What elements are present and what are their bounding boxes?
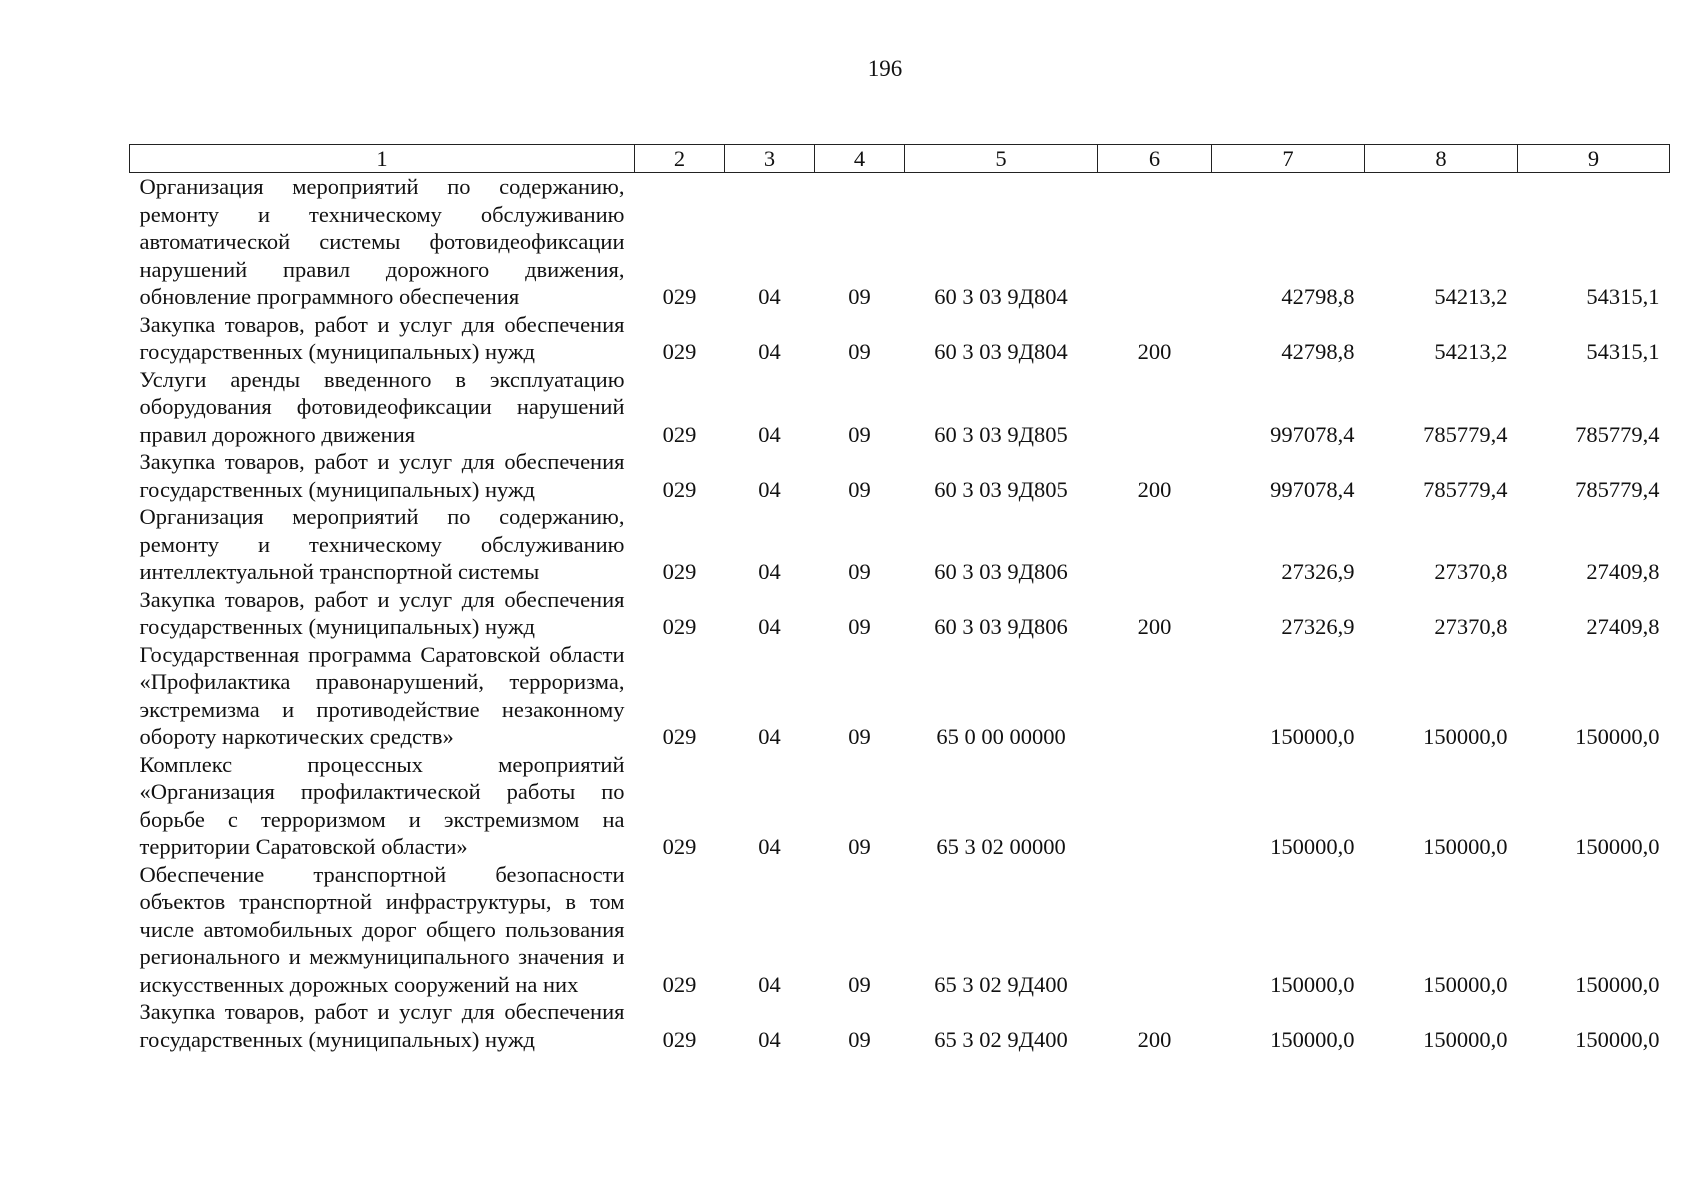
row-section: 04 [758,1026,781,1052]
row-expense-type [1098,503,1212,586]
row-section: 04 [758,421,781,447]
row-subsection: 09 [848,614,871,639]
row-expense-type: 200 [1137,614,1172,639]
row-target-article: 60 3 03 9Д805 [934,421,1068,447]
page-number: 196 [867,56,903,81]
row-ministry-code: 029 [662,559,697,584]
row-description: Закупка товаров, работ и услуг для обеспечения государственных (муниципальных) нужд [139,999,625,1052]
row-expense-type: 200 [1137,1026,1172,1052]
row-expense-type [1098,751,1212,861]
row-description: Закупка товаров, работ и услуг для обеспечения государственных (муниципальных) нужд [139,449,625,502]
row-subsection: 09 [848,559,871,584]
row-expense-type [1098,173,1212,311]
row-section: 04 [758,476,781,502]
row-section: 04 [758,834,781,859]
row-description: Комплекс процессных мероприятий «Организация профилактической работы по борьбе с терроризмом и экстремизмом на территории Саратовской области» [139,751,625,859]
row-section: 04 [758,284,781,309]
table-row [130,503,1670,586]
row-amount-col7: 150000,0 [1270,1026,1355,1052]
table-row [130,366,1670,449]
row-expense-type: 200 [1137,476,1172,502]
row-amount-col7: 27326,9 [1281,614,1355,639]
column-header-5: 5 [905,145,1098,173]
row-target-article: 65 3 02 9Д400 [934,971,1068,997]
row-subsection: 09 [848,339,871,364]
row-description: Обеспечение транспортной безопасности объектов транспортной инфраструктуры, в том числе автомобильных дорог общего пользования регионального и межмуниципального значения и искусственных дорожных сооружений на них [139,861,625,997]
row-amount-col7: 997078,4 [1270,476,1355,502]
row-target-article: 60 3 03 9Д804 [934,284,1068,309]
row-section: 04 [758,339,781,364]
row-target-article: 60 3 03 9Д806 [934,614,1068,639]
column-header-8: 8 [1365,145,1518,173]
column-header-6: 6 [1098,145,1212,173]
row-subsection: 09 [848,1026,871,1052]
row-expense-type [1098,641,1212,751]
row-amount-col8: 785779,4 [1423,476,1508,502]
row-ministry-code: 029 [662,971,697,997]
row-ministry-code: 029 [662,1026,697,1052]
row-section: 04 [758,971,781,997]
row-target-article: 60 3 03 9Д804 [934,339,1068,364]
row-amount-col7: 27326,9 [1281,559,1355,584]
row-ministry-code: 029 [662,724,697,749]
row-amount-col8: 54213,2 [1434,284,1508,309]
table-row [130,311,1670,366]
row-subsection: 09 [848,834,871,859]
row-amount-col9: 27409,8 [1586,614,1660,639]
row-amount-col7: 150000,0 [1270,724,1355,749]
table-row [130,998,1670,1053]
column-header-3: 3 [725,145,815,173]
row-amount-col8: 54213,2 [1434,339,1508,364]
row-ministry-code: 029 [662,476,697,502]
row-ministry-code: 029 [662,284,697,309]
row-target-article: 60 3 03 9Д806 [934,559,1068,584]
row-amount-col9: 150000,0 [1575,1026,1660,1052]
table-body [130,173,1670,1054]
table-row [130,586,1670,641]
row-amount-col8: 150000,0 [1423,724,1508,749]
column-header-2: 2 [635,145,725,173]
row-expense-type [1098,366,1212,449]
table-row [130,641,1670,751]
table-row [130,861,1670,999]
row-amount-col8: 785779,4 [1423,421,1508,447]
column-header-7: 7 [1212,145,1365,173]
row-section: 04 [758,614,781,639]
row-amount-col8: 27370,8 [1434,559,1508,584]
row-description: Услуги аренды введенного в эксплуатацию оборудования фотовидеофиксации нарушений правил дорожного движения [139,366,625,447]
row-description: Государственная программа Саратовской области «Профилактика правонарушений, терроризма, экстремизма и противодействие незаконному обороту наркотических средств» [139,641,625,749]
row-description: Организация мероприятий по содержанию, ремонту и техническому обслуживанию автоматической системы фотовидеофиксации нарушений правил дорожного движения, обновление программного обеспечения [139,174,625,309]
row-amount-col9: 54315,1 [1586,339,1660,364]
row-ministry-code: 029 [662,339,697,364]
table-row [130,751,1670,861]
row-target-article: 65 3 02 9Д400 [934,1026,1068,1052]
row-amount-col7: 42798,8 [1281,339,1355,364]
row-amount-col8: 27370,8 [1434,614,1508,639]
row-amount-col9: 785779,4 [1575,476,1660,502]
row-amount-col7: 997078,4 [1270,421,1355,447]
row-expense-type [1098,861,1212,999]
row-expense-type: 200 [1137,339,1172,364]
row-target-article: 60 3 03 9Д805 [934,476,1068,502]
row-section: 04 [758,724,781,749]
row-amount-col9: 150000,0 [1575,834,1660,859]
row-subsection: 09 [848,421,871,447]
row-amount-col7: 150000,0 [1270,971,1355,997]
budget-table [129,144,1670,1053]
table-row [130,448,1670,503]
row-subsection: 09 [848,724,871,749]
row-amount-col9: 150000,0 [1575,971,1660,997]
row-amount-col8: 150000,0 [1423,1026,1508,1052]
row-amount-col8: 150000,0 [1423,971,1508,997]
row-amount-col8: 150000,0 [1423,834,1508,859]
row-amount-col9: 150000,0 [1575,724,1660,749]
row-amount-col7: 150000,0 [1270,834,1355,859]
row-amount-col7: 42798,8 [1281,284,1355,309]
row-amount-col9: 27409,8 [1586,559,1660,584]
row-description: Закупка товаров, работ и услуг для обеспечения государственных (муниципальных) нужд [139,311,625,364]
row-description: Организация мероприятий по содержанию, ремонту и техническому обслуживанию интеллектуальной транспортной системы [139,504,625,584]
row-description: Закупка товаров, работ и услуг для обеспечения государственных (муниципальных) нужд [139,586,625,639]
column-number-row [130,145,1670,173]
column-header-4: 4 [815,145,905,173]
row-amount-col9: 54315,1 [1586,284,1660,309]
column-header-9: 9 [1518,145,1670,173]
row-target-article: 65 3 02 00000 [936,834,1066,859]
row-ministry-code: 029 [662,614,697,639]
row-subsection: 09 [848,284,871,309]
row-amount-col9: 785779,4 [1575,421,1660,447]
row-ministry-code: 029 [662,421,697,447]
row-ministry-code: 029 [662,834,697,859]
table-row [130,173,1670,311]
row-subsection: 09 [848,971,871,997]
column-header-1: 1 [130,145,635,173]
row-target-article: 65 0 00 00000 [936,724,1066,749]
row-subsection: 09 [848,476,871,502]
row-section: 04 [758,559,781,584]
